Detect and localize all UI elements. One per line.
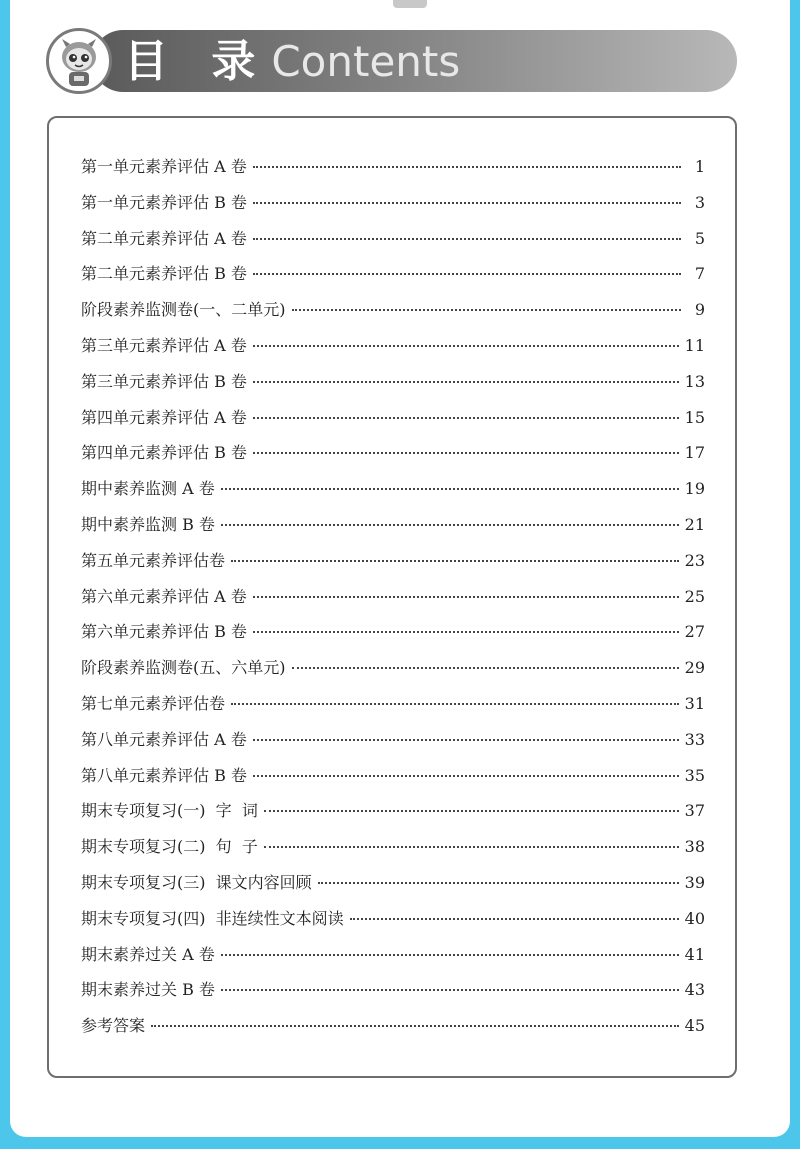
toc-entry (81, 548, 705, 584)
toc-entry-page: 5 (694, 228, 705, 248)
toc-entry (81, 691, 705, 727)
toc-entry-page: 19 (684, 479, 705, 499)
toc-leader-dots (221, 988, 679, 991)
toc-entry-page: 37 (684, 801, 705, 821)
toc-entry-page: 35 (684, 765, 705, 785)
toc-leader-dots (350, 917, 679, 920)
toc-entry-label: 第四单元素养评估 A 卷 (81, 407, 247, 427)
page-title-en: Contents (271, 37, 461, 86)
toc-entry (81, 369, 705, 405)
toc-entry-label: 期末专项复习(一) 字 词 (81, 801, 258, 821)
toc-leader-dots (231, 702, 679, 705)
toc-leader-dots (253, 630, 679, 633)
toc-entry-page: 31 (684, 693, 705, 713)
toc-entry (81, 476, 705, 512)
toc-entry-label: 期中素养监测 A 卷 (81, 479, 215, 499)
toc-entry (81, 727, 705, 763)
toc-entry-page: 21 (684, 514, 705, 534)
toc-entry-page: 7 (694, 264, 705, 284)
toc-entry (81, 261, 705, 297)
toc-leader-dots (318, 881, 679, 884)
toc-entry-label: 阶段素养监测卷(五、六单元) (81, 658, 286, 678)
toc-entry (81, 154, 705, 190)
toc-entry-label: 第七单元素养评估卷 (81, 693, 226, 713)
toc-entry-page: 17 (684, 443, 705, 463)
page-title (124, 31, 460, 93)
toc-entry-label: 期末专项复习(四) 非连续性文本阅读 (81, 908, 344, 928)
toc-entry-label: 期末专项复习(三) 课文内容回顾 (81, 872, 312, 892)
toc-entry-page: 29 (684, 658, 705, 678)
toc-entry-label: 阶段素养监测卷(一、二单元) (81, 300, 286, 320)
toc-leader-dots (151, 1024, 679, 1027)
toc-entry-page: 27 (684, 622, 705, 642)
toc-entry-label: 期末专项复习(二) 句 子 (81, 837, 258, 857)
toc-entry-label: 期中素养监测 B 卷 (81, 514, 215, 534)
toc-entry-page: 45 (684, 1016, 705, 1036)
toc-entry (81, 405, 705, 441)
toc-entry (81, 798, 705, 834)
toc-entry-label: 第六单元素养评估 A 卷 (81, 586, 247, 606)
toc-entry (81, 1013, 705, 1049)
toc-entry (81, 226, 705, 262)
mascot-icon (46, 28, 112, 94)
toc-entry-label: 第四单元素养评估 B 卷 (81, 443, 247, 463)
toc-leader-dots (253, 201, 681, 204)
toc-entry (81, 512, 705, 548)
toc-entry-page: 15 (684, 407, 705, 427)
toc-leader-dots (221, 523, 679, 526)
toc-entry-label: 第三单元素养评估 B 卷 (81, 371, 247, 391)
toc-entry-label: 第一单元素养评估 B 卷 (81, 192, 247, 212)
toc-entry (81, 977, 705, 1013)
toc-entry-label: 第五单元素养评估卷 (81, 550, 226, 570)
toc-entry (81, 906, 705, 942)
toc-leader-dots (253, 272, 681, 275)
toc-entry-label: 第八单元素养评估 A 卷 (81, 729, 247, 749)
toc-entry-page: 13 (684, 371, 705, 391)
toc-leader-dots (221, 953, 679, 956)
toc-entry-label: 期末素养过关 B 卷 (81, 980, 215, 1000)
toc-entry-label: 第一单元素养评估 A 卷 (81, 157, 247, 176)
toc-leader-dots (264, 809, 679, 812)
toc-leader-dots (231, 559, 679, 562)
toc-leader-dots (253, 738, 679, 741)
toc-entry-page: 1 (694, 157, 705, 176)
toc-entry-page: 39 (684, 872, 705, 892)
toc-entry (81, 763, 705, 799)
toc-entry-label: 第八单元素养评估 B 卷 (81, 765, 247, 785)
toc-entry (81, 440, 705, 476)
toc-leader-dots (253, 451, 679, 454)
toc-box (47, 116, 737, 1078)
toc-entry-page: 41 (684, 944, 705, 964)
toc-entry-label: 期末素养过关 A 卷 (81, 944, 215, 964)
toc-leader-dots (264, 845, 679, 848)
toc-list (81, 154, 705, 1049)
toc-entry-page: 9 (694, 300, 705, 320)
toc-entry-label: 第三单元素养评估 A 卷 (81, 335, 247, 355)
toc-entry (81, 619, 705, 655)
toc-entry-label: 第二单元素养评估 B 卷 (81, 264, 247, 284)
toc-entry-label: 第六单元素养评估 B 卷 (81, 622, 247, 642)
toc-leader-dots (253, 344, 679, 347)
toc-leader-dots (292, 666, 679, 669)
toc-entry (81, 942, 705, 978)
toc-leader-dots (253, 774, 679, 777)
toc-entry (81, 297, 705, 333)
toc-leader-dots (253, 165, 681, 168)
top-notch (393, 0, 427, 8)
toc-entry (81, 834, 705, 870)
toc-entry-page: 23 (684, 550, 705, 570)
toc-leader-dots (253, 380, 679, 383)
toc-leader-dots (253, 595, 679, 598)
toc-entry (81, 584, 705, 620)
toc-leader-dots (292, 308, 682, 311)
toc-entry (81, 333, 705, 369)
toc-entry-page: 38 (684, 837, 705, 857)
toc-entry-label: 参考答案 (81, 1016, 146, 1036)
toc-entry-page: 11 (684, 335, 705, 355)
toc-entry-page: 25 (684, 586, 705, 606)
toc-entry-page: 43 (684, 980, 705, 1000)
toc-entry (81, 655, 705, 691)
toc-entry (81, 870, 705, 906)
toc-entry-label: 第二单元素养评估 A 卷 (81, 228, 247, 248)
toc-leader-dots (221, 487, 679, 490)
toc-entry (81, 190, 705, 226)
page-title-cn: 目 录 (124, 36, 270, 87)
toc-leader-dots (253, 237, 681, 240)
toc-entry-page: 40 (684, 908, 705, 928)
toc-entry-page: 3 (694, 192, 705, 212)
toc-leader-dots (253, 416, 679, 419)
toc-entry-page: 33 (684, 729, 705, 749)
